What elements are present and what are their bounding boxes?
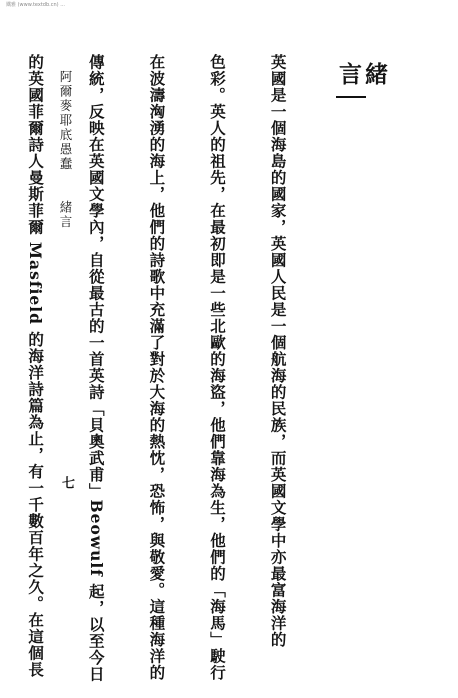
text-column: 色彩。英人的祖先，在最初即是一些北歐的海盜，他們靠海為生，他們的「海馬」駛行 [207, 54, 227, 681]
running-head: 阿爾麥耶底愚蠢 緒言 [58, 70, 73, 230]
text-column: 的英國菲爾詩人曼斯菲爾 Masfield 的海洋詩篇為止，有一千數百年之久。在這個長 [26, 54, 46, 678]
chapter-title: 緒言 [335, 62, 388, 85]
title-rule [336, 96, 366, 98]
text-column: 在波濤洶湧的海上，他們的詩歌中充滿了對於大海的熱忱，恐怖，與敬愛。這種海洋的 [147, 54, 167, 681]
scan-watermark: 鐵雅 (www.textdb.cn) ... [6, 2, 65, 8]
page-number: 七 [59, 476, 74, 489]
text-column: 傳統，反映在英國文學內，自從最古的一首英詩「貝奧武甫」Beowulf 起，以至今日 [86, 54, 106, 683]
text-column: 英國是一個海島的國家，英國人民是一個航海的民族，而英國文學中亦最富海洋的 [268, 54, 288, 648]
